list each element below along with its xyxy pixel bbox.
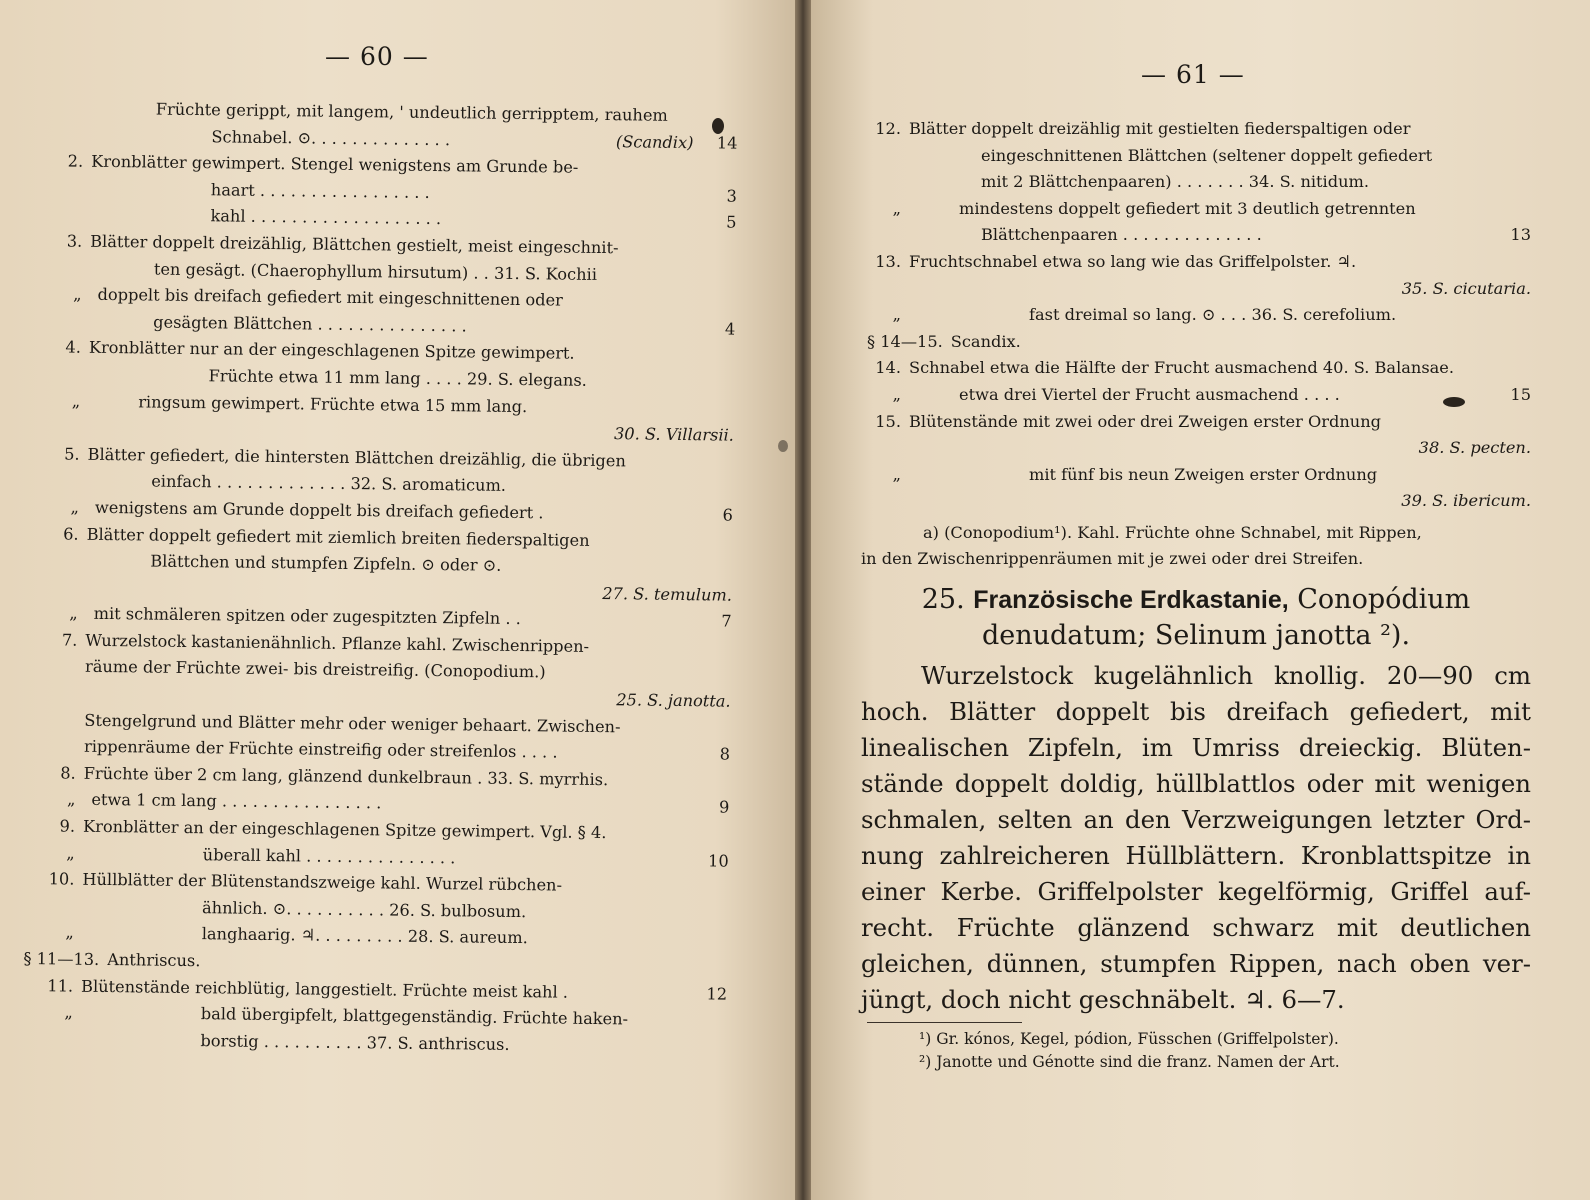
- entry-number: [861, 222, 909, 249]
- key-entry: [861, 143, 1531, 170]
- entry-number: 7.: [61, 630, 78, 650]
- entry-reference: 9: [718, 797, 730, 818]
- footnote: ²) Janotte und Génotte sind die franz. Namen der Art.: [919, 1053, 1340, 1071]
- entry-text: ten gesägt. (Chaerophyllum hirsutum) . . 31. S. Kochii: [153, 259, 598, 284]
- body-line: stände doppelt doldig, hüllblattlos oder mit wenigen: [861, 769, 1531, 798]
- entry-text: eingeschnittenen Blättchen (seltener doppelt gefiedert: [981, 145, 1433, 165]
- entry-number: [24, 361, 88, 388]
- key-entry: [861, 222, 1531, 249]
- entry-number: 10.: [48, 869, 75, 889]
- entry-reference: 30. S. Villarsii.: [613, 424, 735, 445]
- entry-number: „: [69, 603, 78, 623]
- entry-number: „: [73, 284, 82, 304]
- entry-text: langhaarig. ♃. . . . . . . . . 28. S. aureum.: [201, 924, 528, 948]
- entry-text: doppelt bis dreifach gefiedert mit eingeschnittenen oder: [97, 285, 563, 310]
- entry-text: Blättchenpaaren . . . . . . . . . . . . . .: [981, 225, 1262, 245]
- entry-number: [27, 175, 91, 202]
- key-entry: [861, 329, 1531, 356]
- identification-key: [861, 116, 1531, 515]
- footnote-rule: [867, 1022, 1022, 1023]
- intro-line: in den Zwischenrippenräumen mit je zwei oder drei Streifen.: [861, 549, 1364, 568]
- entry-number: [22, 547, 86, 574]
- entry-reference: 14: [716, 133, 738, 153]
- entry-number: „: [70, 497, 80, 517]
- entry-text: mit schmäleren spitzen oder zugespitzten Zipfeln . .: [93, 604, 521, 629]
- entry-text: kahl . . . . . . . . . . . . . . . . . . .: [210, 206, 442, 229]
- entry-number: [24, 414, 88, 441]
- entry-number: 2.: [67, 151, 84, 171]
- entry-text: Anthriscus.: [107, 950, 201, 971]
- entry-number: [18, 893, 82, 920]
- entry-number: 8.: [60, 763, 76, 783]
- body-line: nung zahlreicheren Hüllblättern. Kronblattspitze in: [861, 841, 1531, 870]
- entry-text: Wurzelstock kastanienähnlich. Pflanze kahl. Zwischenrippen-: [85, 630, 590, 656]
- entry-text: Früchte gerippt, mit langem, ' undeutlich gerripptem, rauhem: [155, 99, 668, 125]
- entry-text: haart . . . . . . . . . . . . . . . . .: [210, 180, 430, 202]
- entry-reference: 13: [1510, 225, 1531, 245]
- entry-number: „: [892, 464, 901, 484]
- entry-number: „: [892, 305, 901, 325]
- entry-number: [20, 733, 84, 760]
- entry-text: etwa 1 cm lang . . . . . . . . . . . . . . . .: [91, 790, 382, 813]
- key-entry: [861, 435, 1531, 462]
- entry-text: Scandix.: [950, 331, 1021, 351]
- entry-text: Früchte etwa 11 mm lang . . . . 29. S. elegans.: [208, 366, 587, 390]
- entry-reference: 35. S. cicutaria.: [1401, 278, 1531, 298]
- entry-number: [21, 653, 85, 680]
- heading-common-name: Französische Erdkastanie,: [973, 586, 1289, 614]
- entry-text: überall kahl . . . . . . . . . . . . . . .: [202, 844, 456, 867]
- body-line: schmalen, selten an den Verzweigungen letzter Ord-: [861, 805, 1531, 834]
- entry-number: 9.: [59, 816, 76, 836]
- body-line: recht. Früchte glänzend schwarz mit deutlichen: [861, 913, 1531, 942]
- key-entry: [861, 169, 1531, 196]
- entry-reference: 4: [724, 319, 736, 339]
- ink-spot: [712, 118, 724, 134]
- entry-number: 5.: [64, 444, 80, 464]
- entry-reference: 27. S. temulum.: [602, 583, 733, 605]
- entry-number: 14.: [875, 358, 901, 378]
- entry-reference: 3: [726, 186, 737, 206]
- species-heading: [861, 582, 1531, 654]
- key-entry: [861, 382, 1531, 409]
- entry-text: Fruchtschnabel etwa so lang wie das Griffelpolster. ♃.: [909, 251, 1357, 271]
- entry-number: [861, 169, 909, 196]
- entry-number: [27, 122, 91, 149]
- entry-text: Blätter doppelt gefiedert mit ziemlich breiten fiederspaltigen: [86, 524, 590, 550]
- entry-text: fast dreimal so lang. ⊙ . . . 36. S. cerefolium.: [1029, 305, 1397, 325]
- entry-text: wenigstens am Grunde doppelt bis dreifach gefiedert .: [94, 497, 544, 523]
- entry-text: gesägten Blättchen . . . . . . . . . . . . . . .: [153, 312, 467, 336]
- entry-number: [22, 574, 86, 601]
- entry-number: 6.: [63, 523, 79, 544]
- key-entry: [861, 409, 1531, 436]
- entry-number: 12.: [875, 119, 901, 138]
- entry-reference: 25. S. janotta.: [616, 690, 731, 711]
- genus-intro: [861, 520, 1531, 572]
- entry-text: Blütenstände mit zwei oder drei Zweigen erster Ordnung: [909, 411, 1381, 431]
- entry-text: Kronblätter an der eingeschlagenen Spitze gewimpert. Vgl. § 4.: [82, 816, 607, 843]
- entry-number: [20, 707, 84, 734]
- entry-text: borstig . . . . . . . . . . 37. S. anthriscus.: [200, 1030, 510, 1054]
- footnotes: [919, 1028, 1340, 1074]
- entry-text: Früchte über 2 cm lang, glänzend dunkelbraun . 33. S. myrrhis.: [83, 763, 609, 789]
- entry-reference: 5: [726, 212, 737, 233]
- entry-text: [909, 488, 1391, 515]
- entry-text: mit 2 Blättchenpaaren) . . . . . . . 34. S. nitidum.: [981, 172, 1370, 192]
- species-description: [861, 658, 1531, 1018]
- key-entry: [861, 249, 1531, 276]
- entry-number: 3.: [66, 231, 83, 251]
- entry-text: Kronblätter nur an der eingeschlagenen Spitze gewimpert.: [88, 338, 575, 364]
- ink-spot: [778, 440, 788, 452]
- entry-text: Schnabel. ⊙. . . . . . . . . . . . . .: [211, 126, 451, 149]
- entry-text: ringsum gewimpert. Früchte etwa 15 mm lang.: [138, 391, 528, 416]
- entry-number: 13.: [875, 251, 901, 271]
- entry-reference: 15: [1510, 384, 1531, 404]
- entry-number: [28, 95, 92, 122]
- entry-text: [909, 276, 1392, 303]
- key-entry: [861, 355, 1531, 382]
- entry-number: [861, 276, 909, 303]
- heading-scientific-name: denudatum; Selinum janotta ²).: [981, 620, 1411, 651]
- entry-text: Kronblätter gewimpert. Stengel wenigstens am Grunde be-: [91, 151, 579, 177]
- ink-spot: [1443, 397, 1465, 407]
- heading-number: 25.: [921, 584, 965, 615]
- entry-number: [861, 488, 909, 515]
- entry-reference: 8: [719, 744, 731, 764]
- entry-number: [25, 308, 89, 335]
- key-entry: [861, 302, 1531, 329]
- body-line: hoch. Blätter doppelt bis dreifach gefiedert, mit: [861, 697, 1531, 726]
- entry-number: [861, 143, 909, 170]
- entry-number: [861, 435, 909, 462]
- intro-line: a) (Conopodium¹). Kahl. Früchte ohne Schnabel, mit Rippen,: [923, 523, 1422, 542]
- entry-text: räume der Früchte zwei- bis dreistreifig. (Conopodium.): [84, 657, 546, 682]
- entry-text: [909, 435, 1409, 462]
- entry-text: Blätter doppelt dreizählig mit gestielten fiederspaltigen oder: [909, 119, 1411, 138]
- entry-number: § 14—15.: [867, 331, 943, 351]
- heading-genus: Conopódium: [1297, 584, 1471, 615]
- entry-number: § 11—13.: [23, 949, 100, 969]
- entry-reference: 38. S. pecten.: [1418, 438, 1531, 458]
- entry-number: „: [892, 384, 901, 404]
- entry-text: Blättchen und stumpfen Zipfeln. ⊙ oder ⊙.: [150, 551, 502, 575]
- body-line: Wurzelstock kugelähnlich knollig. 20—90 cm: [921, 661, 1531, 690]
- entry-number: „: [66, 843, 75, 863]
- entry-reference: 12: [706, 983, 728, 1004]
- book-gutter: [795, 0, 811, 1200]
- entry-text: etwa drei Viertel der Frucht ausmachend . . . .: [959, 384, 1340, 404]
- footnote: ¹) Gr. kónos, Kegel, pódion, Füsschen (Griffelpolster).: [919, 1030, 1339, 1048]
- entry-number: [26, 201, 90, 228]
- body-line: jüngt, doch nicht geschnäbelt. ♃. 6—7.: [861, 985, 1345, 1014]
- entry-text: Schnabel etwa die Hälfte der Frucht ausmachend 40. S. Balansae.: [909, 358, 1455, 378]
- entry-text: bald übergipfelt, blattgegenständig. Früchte haken-: [200, 1004, 629, 1029]
- right-page: [811, 0, 1590, 1200]
- entry-number: [26, 255, 90, 282]
- entry-number: [23, 467, 87, 494]
- entry-text: Blätter gefiedert, die hintersten Blättchen dreizählig, die übrigen: [87, 444, 626, 471]
- entry-text: mindestens doppelt gefiedert mit 3 deutlich getrennten: [959, 198, 1416, 218]
- body-line: linealischen Zipfeln, im Umriss dreieckig. Blüten-: [861, 733, 1531, 762]
- body-line: einer Kerbe. Griffelpolster kegelförmig, Griffel auf-: [861, 877, 1531, 906]
- entry-number: [16, 1026, 80, 1053]
- key-entry: [861, 276, 1531, 303]
- entry-number: „: [892, 198, 901, 218]
- page-number: — 60 —: [325, 42, 429, 71]
- entry-text: Stengelgrund und Blätter mehr oder weniger behaart. Zwischen-: [84, 710, 621, 736]
- entry-number: „: [65, 922, 74, 943]
- entry-text: ähnlich. ⊙. . . . . . . . . . 26. S. bulbosum.: [201, 898, 527, 921]
- entry-number: [21, 680, 85, 707]
- body-line: gleichen, dünnen, stumpfen Rippen, nach oben ver-: [861, 949, 1531, 978]
- entry-reference: 39. S. ibericum.: [1401, 491, 1531, 511]
- entry-reference: 6: [722, 505, 734, 525]
- entry-text: einfach . . . . . . . . . . . . . 32. S. aromaticum.: [151, 471, 507, 496]
- entry-text: rippenräume der Früchte einstreifig oder streifenlos . . . .: [83, 736, 558, 762]
- key-entry: [861, 196, 1531, 223]
- entry-number: 11.: [47, 975, 74, 996]
- entry-text: mit fünf bis neun Zweigen erster Ordnung: [1029, 464, 1378, 484]
- entry-number: 4.: [65, 337, 82, 358]
- entry-reference: 7: [721, 611, 732, 631]
- page-number: — 61 —: [1141, 60, 1245, 89]
- entry-reference: (Scandix): [615, 131, 694, 152]
- entry-number: „: [66, 789, 76, 810]
- entry-text: Hüllblätter der Blütenstandszweige kahl. Wurzel rübchen-: [82, 869, 563, 895]
- key-entry: [861, 116, 1531, 143]
- entry-text: Blätter doppelt dreizählig, Blättchen gestielt, meist eingeschnit-: [90, 231, 619, 258]
- entry-number: 15.: [875, 411, 901, 431]
- key-entry: [861, 488, 1531, 515]
- entry-number: „: [64, 1002, 73, 1022]
- entry-text: Blütenstände reichblütig, langgestielt. Früchte meist kahl .: [81, 976, 569, 1002]
- entry-number: „: [71, 391, 81, 411]
- identification-key: [16, 95, 738, 1061]
- key-entry: [861, 462, 1531, 489]
- entry-reference: 10: [707, 850, 729, 871]
